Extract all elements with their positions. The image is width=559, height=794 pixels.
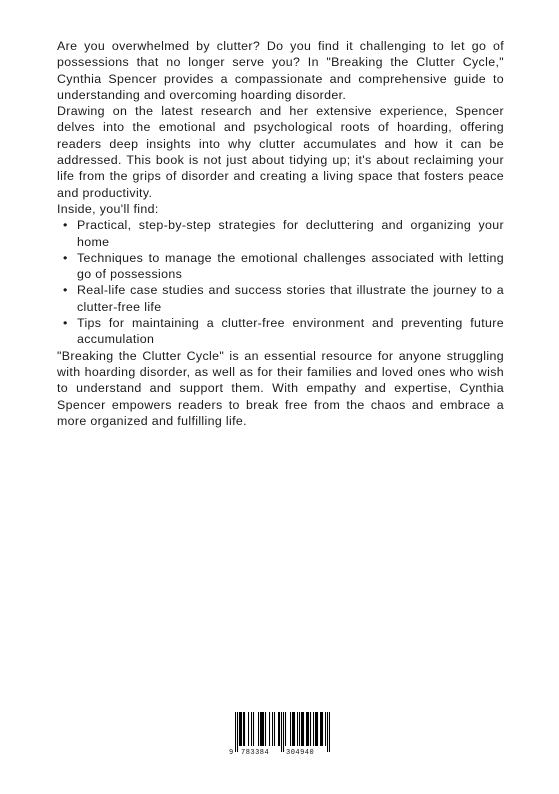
barcode-bar bbox=[262, 712, 263, 746]
research-paragraph: Drawing on the latest research and her extensive experience, Spencer delves into the emotional and psychological roots of hoarding, offering readers deep insights into why clutter accumulates and how it can be addressed. This book is not just about tidying up; it's about reclaiming your life from the grips of disorder and creating a living space that fosters peace and productivity. bbox=[57, 104, 504, 200]
bullet-icon: • bbox=[63, 283, 68, 298]
closing-paragraph: "Breaking the Clutter Cycle" is an essential resource for anyone struggling with hoarding disorder, as well as for their families and loved ones who wish to understand and support them. With empathy and expertise, Cynthia Spencer empowers readers to break free from the chaos and embrace a more organized and fulfilling life. bbox=[57, 348, 504, 428]
barcode-bar bbox=[244, 712, 245, 746]
barcode-bar bbox=[248, 712, 249, 746]
barcode-guard-bar bbox=[281, 712, 282, 752]
feature-text: Practical, step-by-step strategies for decluttering and organizing your home bbox=[77, 218, 504, 249]
barcode-bar bbox=[320, 712, 321, 746]
intro-paragraph: Are you overwhelmed by clutter? Do you find it challenging to let go of possessions that no longer serve you? In "Breaking the Clutter Cycle," Cynthia Spencer provides a compassionate and comprehensive guide to understanding and overcoming hoarding disorder. bbox=[57, 39, 504, 102]
bullet-icon: • bbox=[63, 250, 68, 265]
barcode-bar bbox=[325, 712, 326, 746]
barcode-guard-bar bbox=[329, 712, 330, 752]
barcode-bar bbox=[278, 712, 279, 746]
barcode-bar bbox=[307, 712, 308, 746]
barcode-bar bbox=[239, 712, 240, 746]
barcode-bar bbox=[306, 712, 307, 746]
feature-text: Techniques to manage the emotional challenges associated with letting go of possessions bbox=[77, 250, 504, 282]
barcode-bar bbox=[253, 712, 254, 746]
barcode-bar bbox=[308, 712, 309, 746]
barcode-bar bbox=[303, 712, 304, 746]
feature-item bbox=[63, 315, 504, 348]
feature-list bbox=[57, 217, 504, 347]
barcode-guard-bar bbox=[327, 712, 328, 752]
barcode-bar bbox=[317, 712, 318, 746]
barcode-lead-digit: 9 bbox=[229, 749, 234, 757]
barcode-bar bbox=[290, 712, 291, 746]
feature-text: Tips for maintaining a clutter-free environment and preventing future accumulation bbox=[77, 316, 504, 347]
barcode-bar bbox=[316, 712, 317, 746]
barcode-bar bbox=[292, 712, 293, 746]
barcode-bar bbox=[241, 712, 242, 746]
barcode-bar bbox=[315, 712, 316, 746]
barcode-bar bbox=[313, 712, 314, 746]
barcode-guard-bar bbox=[235, 712, 236, 752]
barcode-bar bbox=[272, 712, 273, 746]
barcode-right-group: 304940 bbox=[286, 749, 315, 757]
barcode-bar bbox=[297, 712, 298, 746]
barcode-bar bbox=[293, 712, 294, 746]
barcode-bar bbox=[274, 712, 275, 746]
barcode-bar bbox=[301, 712, 302, 746]
barcode-bar bbox=[279, 712, 280, 746]
barcode-bar bbox=[321, 712, 322, 746]
barcode-bars bbox=[230, 712, 330, 752]
bullet-icon: • bbox=[63, 316, 68, 331]
feature-text: Real-life case studies and success stories that illustrate the journey to a clutter-free life bbox=[77, 283, 504, 314]
barcode-bar bbox=[261, 712, 262, 746]
barcode-bar bbox=[258, 712, 259, 746]
barcode-bar bbox=[294, 712, 295, 746]
barcode-bar bbox=[251, 712, 252, 746]
barcode-bar bbox=[299, 712, 300, 746]
feature-item bbox=[63, 250, 504, 283]
barcode-bar bbox=[243, 712, 244, 746]
barcode-bar bbox=[269, 712, 270, 746]
feature-item bbox=[63, 217, 504, 250]
feature-item bbox=[63, 282, 504, 315]
barcode-bar bbox=[285, 712, 286, 746]
barcode-bar bbox=[302, 712, 303, 746]
barcode-left-group: 783384 bbox=[241, 749, 270, 757]
barcode-bar bbox=[240, 712, 241, 746]
barcode-bar bbox=[310, 712, 311, 746]
barcode-bar bbox=[260, 712, 261, 746]
barcode-bar bbox=[263, 712, 264, 746]
isbn-barcode bbox=[230, 712, 330, 760]
back-cover-text bbox=[57, 38, 504, 429]
barcode-bar bbox=[322, 712, 323, 746]
inside-heading: Inside, you'll find: bbox=[57, 201, 159, 216]
barcode-guard-bar bbox=[237, 712, 238, 752]
barcode-bar bbox=[265, 712, 266, 746]
barcode-guard-bar bbox=[283, 712, 284, 752]
bullet-icon: • bbox=[63, 218, 68, 233]
